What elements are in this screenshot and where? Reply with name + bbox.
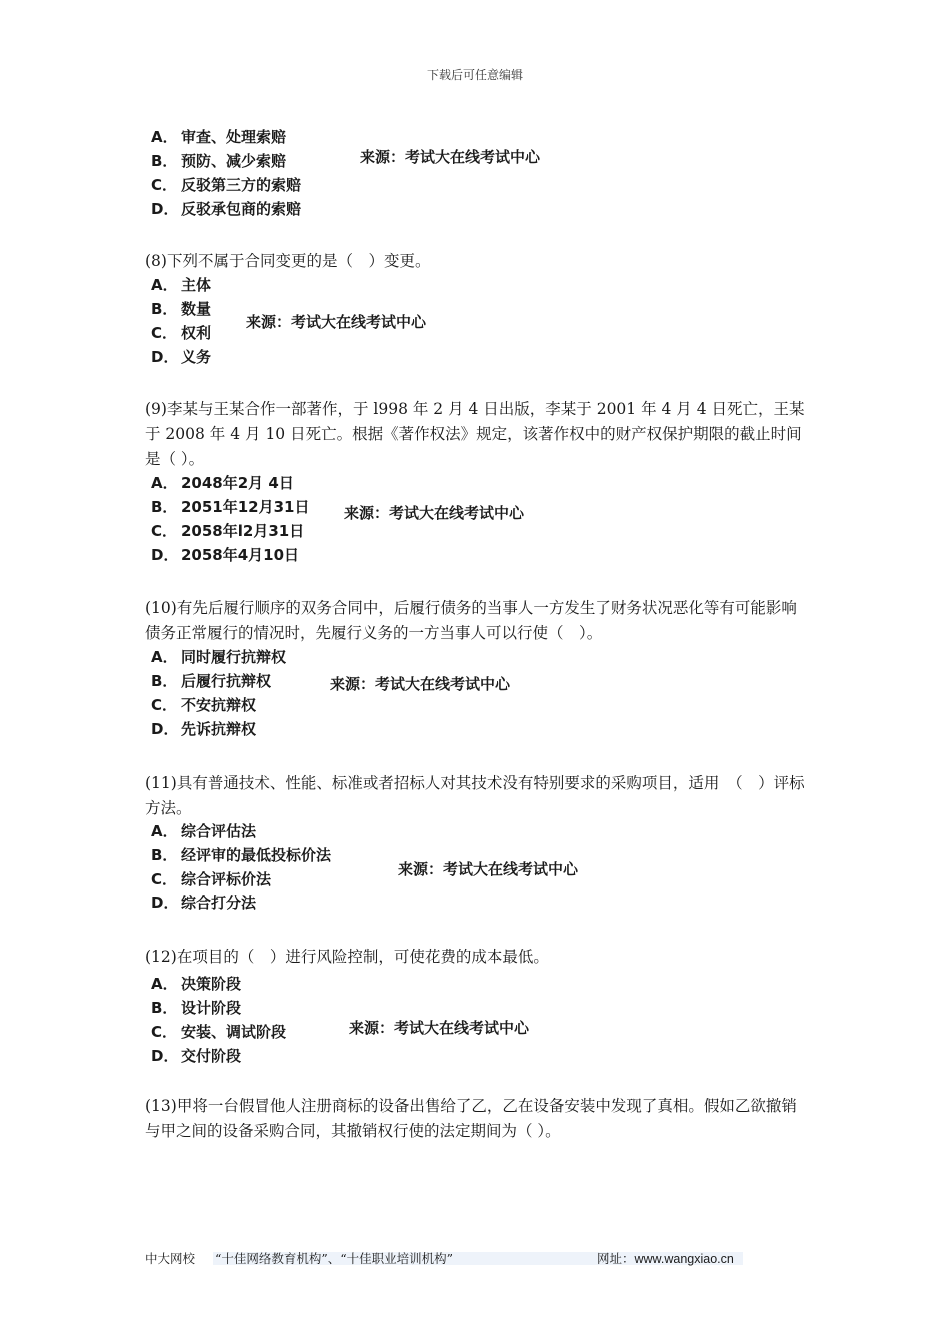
option-a: A． 决策阶段 (151, 975, 242, 993)
option-b: B． 数量 (151, 300, 212, 318)
question-11-stem: (11)具有普通技术、性能、标准或者招标人对其技术没有特别要求的采购项目，适用 （ ）评标方法。 (145, 774, 805, 817)
question-12-stem: (12)在项目的（ ）进行风险控制，可使花费的成本最低。 (145, 948, 549, 966)
options-q9 (151, 471, 310, 567)
option-a: A． 同时履行抗辩权 (151, 648, 287, 666)
option-c: C． 2058年l2月31日 (151, 522, 305, 540)
option-d: D． 反驳承包商的索赔 (151, 200, 302, 218)
footer-slogan: “十佳网络教育机构”、“十佳职业培训机构” (215, 1251, 454, 1266)
question-9-stem: (9)李某与王某合作一部著作，于 l998 年 2 月 4 日出版，李某于 2001 年 4 月 4 日死亡，王某于 2008 年 4 月 10 日死亡。根据《著作权法》规定，该著作权中的财产权保护期限的截止时间是（ ）。 (145, 400, 805, 468)
option-c: C． 反驳第三方的索赔 (151, 176, 302, 194)
option-d: D． 交付阶段 (151, 1047, 242, 1065)
option-a: A． 综合评估法 (151, 822, 257, 840)
option-a: A． 审查、处理索赔 (151, 128, 287, 146)
options-q12 (151, 972, 286, 1068)
page-footer (145, 1249, 745, 1269)
option-c: C． 不安抗辩权 (151, 696, 257, 714)
option-c: C． 综合评标价法 (151, 870, 272, 888)
options-q7 (151, 125, 301, 221)
option-a: A． 主体 (151, 276, 212, 294)
question-13-stem: (13)甲将一台假冒他人注册商标的设备出售给了乙，乙在设备安装中发现了真相。假如乙欲撤销与甲之间的设备采购合同，其撤销权行使的法定期间为（ ）。 (145, 1097, 797, 1140)
option-d: D． 综合打分法 (151, 894, 257, 912)
option-d: D． 2058年4月10日 (151, 546, 300, 564)
source-label: 来源：考试大在线考试中心 (360, 148, 541, 166)
source-label: 来源：考试大在线考试中心 (246, 313, 427, 331)
footer-school: 中大网校 (145, 1251, 196, 1266)
option-a: A． 2048年2月 4日 (151, 474, 294, 492)
options-q11 (151, 819, 331, 915)
source-label: 来源：考试大在线考试中心 (330, 675, 511, 693)
option-c: C． 安装、调试阶段 (151, 1023, 287, 1041)
option-b: B． 后履行抗辩权 (151, 672, 272, 690)
page-header: 下载后可任意编辑 (426, 68, 523, 82)
source-label: 来源：考试大在线考试中心 (349, 1019, 530, 1037)
question-10-stem: (10)有先后履行顺序的双务合同中，后履行债务的当事人一方发生了财务状况恶化等有可能影响债务正常履行的情况时，先履行义务的一方当事人可以行使（ ）。 (145, 599, 797, 642)
options-q8 (151, 273, 211, 369)
source-label: 来源：考试大在线考试中心 (344, 504, 525, 522)
option-b: B． 设计阶段 (151, 999, 242, 1017)
option-c: C． 权利 (151, 324, 212, 342)
footer-website: 网址：www.wangxiao.cn (597, 1252, 734, 1266)
source-label: 来源：考试大在线考试中心 (398, 860, 579, 878)
question-8-stem: (8)下列不属于合同变更的是（ ）变更。 (145, 252, 431, 270)
options-q10 (151, 645, 286, 741)
option-b: B． 经评审的最低投标价法 (151, 846, 332, 864)
option-b: B． 2051年12月31日 (151, 498, 310, 516)
option-d: D． 义务 (151, 348, 212, 366)
option-d: D． 先诉抗辩权 (151, 720, 257, 738)
option-b: B． 预防、减少索赔 (151, 152, 287, 170)
